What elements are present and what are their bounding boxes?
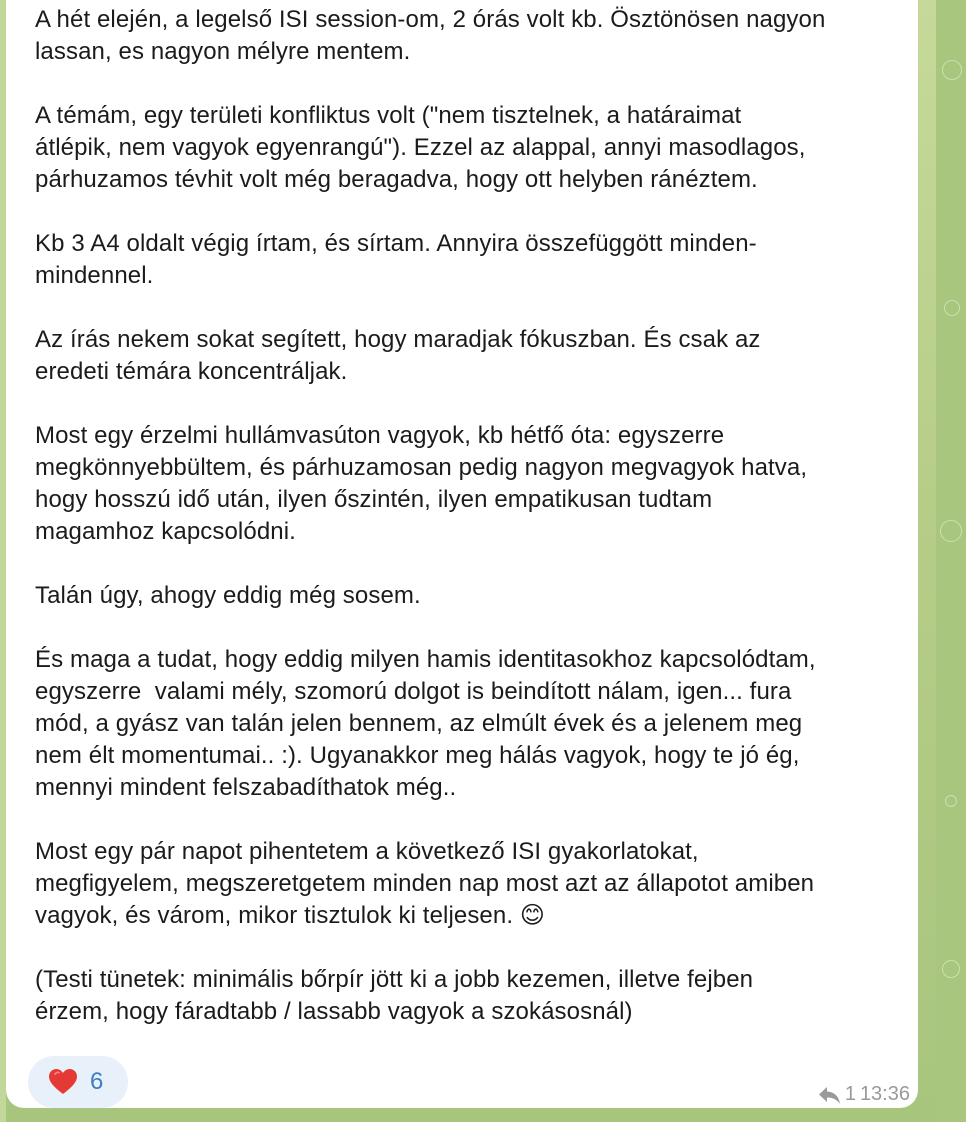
message-time: 13:36 <box>859 1083 910 1105</box>
message-bubble[interactable] <box>6 0 918 1108</box>
doodle-circle <box>945 795 957 807</box>
doodle-circle <box>942 60 962 80</box>
reply-count: 1 <box>844 1083 856 1105</box>
reaction-heart-button[interactable] <box>28 1056 128 1108</box>
doodle-circle <box>942 960 960 978</box>
heart-icon <box>48 1068 78 1096</box>
reply-arrow-icon[interactable] <box>817 1085 845 1105</box>
message-text: A hét elején, a legelső ISI session-om, 2 órás volt kb. Ösztönösen nagyon lassan, es nagyon mélyre mentem. A témám, egy területi konfliktus volt ("nem tisztelnek, a határaimat átlépik, nem vagyok egyenrangú"). Ezzel az alappal, annyi masodlagos, párhuzamos tévhit volt még beragadva, hogy ott helyben ránéztem. Kb 3 A4 oldalt végig írtam, és sírtam. Annyira összefüggött minden- mindennel. Az írás nekem sokat segített, hogy maradjak fókuszban. És csak az eredeti témára koncentráljak. Most egy érzelmi hullámvasúton vagyok, kb hétfő óta: egyszerre megkönnyebbültem, és párhuzamosan pedig nagyon megvagyok hatva, hogy hosszú idő után, ilyen őszintén, ilyen empatikusan tudtam magamhoz kapcsolódni. Talán úgy, ahogy eddig még sosem. És maga a tudat, hogy eddig milyen hamis identitasokhoz kapcsolódtam, egyszerre valami mély, szomorú dolgot is beindított nálam, igen... fura mód, a gyász van talán jelen bennem, az elmúlt évek és a jelenem meg nem élt momentumai.. :). Ugyanakkor meg hálás vagyok, hogy te jó ég, mennyi mindent felszabadíthatok még.. Most egy pár napot pihentetem a következő ISI gyakorlatokat, megfigyelem, megszeretgetem minden nap most azt az állapotot amiben vagyok, és várom, mikor tisztulok ki teljesen. 😊 (Testi tünetek: minimális bőrpír jött ki a jobb kezemen, illetve fejben érzem, hogy fáradtabb / lassabb vagyok a szokásosnál) <box>35 6 826 1025</box>
doodle-circle <box>944 300 960 316</box>
doodle-circle <box>940 520 962 542</box>
message-meta <box>817 1083 910 1106</box>
reaction-count: 6 <box>90 1068 104 1095</box>
chat-background-right-edge <box>936 0 966 1122</box>
